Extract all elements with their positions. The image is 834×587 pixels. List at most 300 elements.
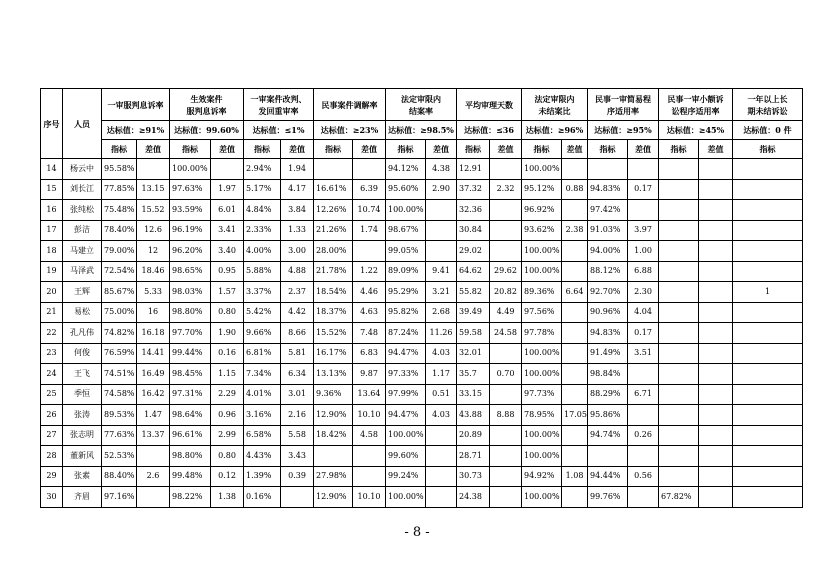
cell-indicator: 4.01% (244, 384, 281, 405)
group-header (659, 89, 733, 121)
cell-diff: 2.32 (490, 179, 522, 200)
cell-diff: 1.33 (281, 220, 314, 241)
cell-diff (699, 425, 733, 446)
cell-diff: 7.48 (353, 323, 386, 344)
cell-indicator: 89.09% (386, 261, 426, 282)
cell-indicator: 74.51% (102, 364, 137, 385)
cell-indicator (659, 405, 699, 426)
row-person: 张素 (63, 466, 102, 487)
row-seq: 25 (41, 384, 63, 405)
cell-indicator: 92.70% (588, 282, 628, 303)
sub-header-diff: 差值 (490, 140, 522, 159)
cell-diff (137, 487, 170, 508)
cell-indicator (733, 241, 803, 262)
cell-indicator: 2.94% (244, 159, 281, 180)
sub-header-indicator: 指标 (733, 140, 803, 159)
row-person: 杨云中 (63, 159, 102, 180)
sub-header-diff: 差值 (211, 140, 244, 159)
cell-indicator: 100.00% (386, 200, 426, 221)
sub-header-indicator: 指标 (314, 140, 353, 159)
cell-indicator: 6.81% (244, 343, 281, 364)
cell-diff (699, 323, 733, 344)
cell-diff: 6.64 (562, 282, 588, 303)
cell-diff: 5.81 (281, 343, 314, 364)
group-title-line: 民事一审简易程 (595, 93, 651, 104)
row-person: 易松 (63, 302, 102, 323)
cell-diff: 0.26 (628, 425, 659, 446)
group-header (102, 89, 170, 121)
standard-value: 达标值：≥96% (522, 121, 588, 140)
sub-header-indicator: 指标 (659, 140, 699, 159)
table-row (41, 364, 803, 385)
table-row (41, 241, 803, 262)
cell-indicator: 97.42% (588, 200, 628, 221)
cell-indicator: 16.17% (314, 343, 353, 364)
row-person: 张涛 (63, 405, 102, 426)
cell-diff: 4.42 (281, 302, 314, 323)
row-person: 孔凡伟 (63, 323, 102, 344)
standard-value: 达标值：≥45% (659, 121, 733, 140)
table-row (41, 179, 803, 200)
cell-indicator: 6.58% (244, 425, 281, 446)
group-title-line: 法定审限内 (534, 93, 575, 104)
cell-diff: 3.00 (281, 241, 314, 262)
cell-indicator: 97.31% (170, 384, 211, 405)
cell-diff (562, 487, 588, 508)
cell-indicator: 4.43% (244, 446, 281, 467)
sub-header-indicator: 指标 (386, 140, 426, 159)
cell-diff: 18.46 (137, 261, 170, 282)
cell-indicator: 94.83% (588, 323, 628, 344)
cell-diff: 0.56 (628, 466, 659, 487)
cell-indicator: 94.00% (588, 241, 628, 262)
group-title-line: 民事一审小额诉 (667, 93, 724, 104)
cell-indicator: 59.58 (457, 323, 490, 344)
cell-diff: 12 (137, 241, 170, 262)
cell-diff: 3.97 (628, 220, 659, 241)
cell-diff (562, 364, 588, 385)
cell-indicator: 100.00% (522, 261, 562, 282)
table-row (41, 446, 803, 467)
cell-indicator (659, 425, 699, 446)
cell-diff: 6.71 (628, 384, 659, 405)
cell-diff: 6.34 (281, 364, 314, 385)
cell-indicator (588, 159, 628, 180)
cell-indicator: 67.82% (659, 487, 699, 508)
cell-indicator (733, 323, 803, 344)
cell-indicator: 91.49% (588, 343, 628, 364)
row-person: 马建立 (63, 241, 102, 262)
cell-diff: 3.41 (211, 220, 244, 241)
cell-indicator: 91.03% (588, 220, 628, 241)
row-person: 马泽武 (63, 261, 102, 282)
standard-value: 达标值：≤36 (457, 121, 522, 140)
cell-diff: 2.37 (281, 282, 314, 303)
group-title-line: 发回重审率 (258, 105, 299, 116)
cell-indicator: 98.67% (386, 220, 426, 241)
cell-diff (562, 200, 588, 221)
cell-diff (699, 405, 733, 426)
cell-diff (699, 302, 733, 323)
cell-indicator: 97.33% (386, 364, 426, 385)
cell-indicator (659, 200, 699, 221)
cell-indicator (659, 220, 699, 241)
cell-indicator: 98.03% (170, 282, 211, 303)
cell-indicator (733, 425, 803, 446)
cell-indicator: 35.7 (457, 364, 490, 385)
cell-indicator: 18.42% (314, 425, 353, 446)
cell-diff: 9.41 (426, 261, 457, 282)
cell-indicator (733, 446, 803, 467)
cell-indicator: 100.00% (522, 241, 562, 262)
cell-diff: 3.84 (281, 200, 314, 221)
cell-indicator: 98.64% (170, 405, 211, 426)
cell-indicator: 98.80% (170, 446, 211, 467)
cell-indicator: 7.34% (244, 364, 281, 385)
cell-indicator: 43.88 (457, 405, 490, 426)
cell-diff: 0.88 (562, 179, 588, 200)
sub-header-diff: 差值 (699, 140, 733, 159)
cell-diff: 3.21 (426, 282, 457, 303)
cell-diff: 5.33 (137, 282, 170, 303)
cell-diff: 17.05 (562, 405, 588, 426)
cell-diff (562, 384, 588, 405)
sub-header-diff: 差值 (628, 140, 659, 159)
cell-indicator: 21.26% (314, 220, 353, 241)
cell-indicator (733, 220, 803, 241)
cell-indicator: 9.36% (314, 384, 353, 405)
cell-diff: 15.52 (137, 200, 170, 221)
cell-indicator (733, 200, 803, 221)
cell-indicator: 100.00% (522, 159, 562, 180)
cell-diff (490, 220, 522, 241)
cell-indicator: 97.70% (170, 323, 211, 344)
cell-indicator: 96.19% (170, 220, 211, 241)
cell-indicator: 94.92% (522, 466, 562, 487)
table-row (41, 405, 803, 426)
cell-diff: 0.39 (281, 466, 314, 487)
cell-diff: 9.87 (353, 364, 386, 385)
cell-diff: 0.51 (426, 384, 457, 405)
cell-indicator (659, 261, 699, 282)
cell-diff: 10.74 (353, 200, 386, 221)
cell-indicator: 12.90% (314, 487, 353, 508)
cell-diff (628, 487, 659, 508)
cell-indicator (733, 364, 803, 385)
cell-diff: 13.15 (137, 179, 170, 200)
row-person: 季恒 (63, 384, 102, 405)
page-number: - 8 - (404, 525, 430, 540)
cell-diff: 1.22 (353, 261, 386, 282)
cell-diff (628, 159, 659, 180)
cell-indicator: 12.90% (314, 405, 353, 426)
row-seq: 23 (41, 343, 63, 364)
cell-indicator: 89.36% (522, 282, 562, 303)
cell-diff: 4.03 (426, 405, 457, 426)
cell-indicator: 95.58% (102, 159, 137, 180)
standard-value: 达标值：≥91% (102, 121, 170, 140)
cell-indicator: 100.00% (522, 364, 562, 385)
cell-diff (699, 343, 733, 364)
row-seq: 29 (41, 466, 63, 487)
cell-indicator: 74.58% (102, 384, 137, 405)
cell-indicator: 77.63% (102, 425, 137, 446)
cell-indicator: 72.54% (102, 261, 137, 282)
group-title-line: 讼程序适用率 (671, 105, 720, 116)
cell-diff: 4.88 (281, 261, 314, 282)
table-row (41, 159, 803, 180)
cell-diff (699, 384, 733, 405)
cell-diff: 16.18 (137, 323, 170, 344)
cell-indicator (733, 487, 803, 508)
cell-indicator (659, 364, 699, 385)
group-title-line: 未结案比 (538, 105, 571, 116)
cell-diff: 3.43 (281, 446, 314, 467)
cell-indicator: 39.49 (457, 302, 490, 323)
cell-diff: 2.90 (426, 179, 457, 200)
cell-indicator (733, 179, 803, 200)
cell-diff (699, 487, 733, 508)
row-seq: 20 (41, 282, 63, 303)
cell-indicator: 95.60% (386, 179, 426, 200)
cell-indicator (659, 446, 699, 467)
cell-diff: 1.15 (211, 364, 244, 385)
cell-indicator: 97.16% (102, 487, 137, 508)
cell-indicator: 4.84% (244, 200, 281, 221)
row-person: 齐眉 (63, 487, 102, 508)
row-person: 张纯松 (63, 200, 102, 221)
cell-diff (562, 446, 588, 467)
row-seq: 30 (41, 487, 63, 508)
cell-indicator: 96.61% (170, 425, 211, 446)
cell-diff: 13.37 (137, 425, 170, 446)
row-seq: 16 (41, 200, 63, 221)
cell-indicator: 98.65% (170, 261, 211, 282)
cell-diff: 4.49 (490, 302, 522, 323)
row-person: 彭洁 (63, 220, 102, 241)
cell-diff: 14.41 (137, 343, 170, 364)
table-header (41, 89, 803, 159)
cell-diff: 0.17 (628, 179, 659, 200)
cell-diff (628, 364, 659, 385)
cell-indicator: 75.48% (102, 200, 137, 221)
table-row (41, 425, 803, 446)
cell-indicator: 78.40% (102, 220, 137, 241)
row-seq: 22 (41, 323, 63, 344)
group-title-line: 期未结诉讼 (747, 105, 788, 116)
row-person: 刘长江 (63, 179, 102, 200)
cell-indicator: 5.17% (244, 179, 281, 200)
cell-diff: 2.68 (426, 302, 457, 323)
cell-indicator: 100.00% (522, 425, 562, 446)
column-header-seq: 序号 (41, 89, 63, 159)
cell-diff (490, 446, 522, 467)
cell-indicator: 64.62 (457, 261, 490, 282)
cell-diff: 3.01 (281, 384, 314, 405)
cell-diff (426, 425, 457, 446)
cell-indicator: 100.00% (522, 343, 562, 364)
cell-diff (426, 200, 457, 221)
cell-diff: 16.42 (137, 384, 170, 405)
cell-diff: 0.70 (490, 364, 522, 385)
cell-indicator (659, 466, 699, 487)
cell-diff (562, 323, 588, 344)
cell-diff (562, 425, 588, 446)
cell-diff: 1.57 (211, 282, 244, 303)
cell-indicator (659, 241, 699, 262)
cell-diff: 12.6 (137, 220, 170, 241)
cell-indicator: 24.38 (457, 487, 490, 508)
cell-indicator (314, 159, 353, 180)
group-title-line: 生效案件 (190, 93, 223, 104)
cell-indicator: 99.60% (386, 446, 426, 467)
cell-indicator (733, 343, 803, 364)
group-title-line: 一审服判息诉率 (107, 99, 164, 110)
cell-diff: 10.10 (353, 405, 386, 426)
cell-indicator: 95.29% (386, 282, 426, 303)
column-header-person: 人员 (63, 89, 102, 159)
cell-indicator: 88.40% (102, 466, 137, 487)
cell-diff: 6.88 (628, 261, 659, 282)
cell-diff (699, 446, 733, 467)
cell-indicator: 95.86% (588, 405, 628, 426)
cell-diff: 4.58 (353, 425, 386, 446)
cell-indicator: 94.12% (386, 159, 426, 180)
cell-diff: 4.04 (628, 302, 659, 323)
cell-indicator (659, 282, 699, 303)
cell-diff (490, 159, 522, 180)
cell-diff: 0.12 (211, 466, 244, 487)
cell-diff: 3.51 (628, 343, 659, 364)
row-seq: 27 (41, 425, 63, 446)
row-person: 何俊 (63, 343, 102, 364)
cell-indicator: 29.02 (457, 241, 490, 262)
cell-indicator (733, 159, 803, 180)
cell-diff: 4.38 (426, 159, 457, 180)
cell-indicator: 87.24% (386, 323, 426, 344)
group-title-line: 民事案件调解率 (321, 99, 378, 110)
cell-diff (137, 159, 170, 180)
cell-diff (699, 282, 733, 303)
group-header (522, 89, 588, 121)
cell-indicator: 33.15 (457, 384, 490, 405)
cell-indicator: 74.82% (102, 323, 137, 344)
group-header (386, 89, 457, 121)
cell-indicator: 27.98% (314, 466, 353, 487)
standard-value: 达标值：≥23% (314, 121, 386, 140)
cell-indicator: 100.00% (522, 446, 562, 467)
cell-indicator: 79.00% (102, 241, 137, 262)
cell-diff (426, 446, 457, 467)
sub-header-diff: 差值 (353, 140, 386, 159)
cell-indicator: 16.61% (314, 179, 353, 200)
group-title-line: 法定审限内 (401, 93, 441, 104)
cell-diff: 16.49 (137, 364, 170, 385)
cell-diff: 6.01 (211, 200, 244, 221)
sub-header-diff: 差值 (281, 140, 314, 159)
cell-indicator: 99.44% (170, 343, 211, 364)
standard-value: 达标值：0 件 (733, 121, 803, 140)
cell-indicator: 99.05% (386, 241, 426, 262)
cell-diff (562, 343, 588, 364)
cell-diff (490, 487, 522, 508)
sub-header-indicator: 指标 (588, 140, 628, 159)
row-person: 王辉 (63, 282, 102, 303)
sub-header-indicator: 指标 (522, 140, 562, 159)
group-title-line: 序适用率 (607, 105, 639, 116)
table-row (41, 302, 803, 323)
cell-diff: 1.17 (426, 364, 457, 385)
cell-indicator: 85.67% (102, 282, 137, 303)
group-header (733, 89, 803, 121)
cell-diff: 24.58 (490, 323, 522, 344)
group-header (244, 89, 314, 121)
cell-diff: 10.10 (353, 487, 386, 508)
group-title-line: 平均审理天数 (465, 99, 513, 110)
row-seq: 19 (41, 261, 63, 282)
cell-indicator: 98.22% (170, 487, 211, 508)
cell-diff (699, 159, 733, 180)
cell-diff (490, 200, 522, 221)
cell-diff (628, 446, 659, 467)
cell-diff: 13.64 (353, 384, 386, 405)
cell-diff: 1.08 (562, 466, 588, 487)
cell-indicator: 1 (733, 282, 803, 303)
cell-diff: 4.46 (353, 282, 386, 303)
cell-diff (490, 425, 522, 446)
cell-diff: 29.62 (490, 261, 522, 282)
cell-diff: 2.6 (137, 466, 170, 487)
cell-diff: 1.90 (211, 323, 244, 344)
cell-diff (353, 466, 386, 487)
row-person: 张志明 (63, 425, 102, 446)
cell-indicator (588, 446, 628, 467)
cell-indicator: 78.95% (522, 405, 562, 426)
cell-diff: 6.39 (353, 179, 386, 200)
cell-indicator: 96.20% (170, 241, 211, 262)
cell-diff (699, 364, 733, 385)
group-title-line: 一年以上长 (747, 93, 788, 104)
cell-indicator: 21.78% (314, 261, 353, 282)
cell-indicator: 95.12% (522, 179, 562, 200)
cell-indicator (659, 302, 699, 323)
cell-indicator: 28.00% (314, 241, 353, 262)
group-title-line: 一审案件改判、 (250, 93, 307, 104)
group-title-line: 服判息诉率 (186, 105, 227, 116)
cell-indicator: 93.62% (522, 220, 562, 241)
cell-diff (490, 384, 522, 405)
cell-indicator: 3.37% (244, 282, 281, 303)
cell-indicator: 97.99% (386, 384, 426, 405)
cell-diff (353, 241, 386, 262)
cell-diff (426, 220, 457, 241)
cell-diff (137, 446, 170, 467)
row-seq: 17 (41, 220, 63, 241)
cell-diff (562, 302, 588, 323)
cell-indicator: 3.16% (244, 405, 281, 426)
standard-value: 达标值：≤1% (244, 121, 314, 140)
cell-indicator: 98.84% (588, 364, 628, 385)
cell-diff: 16 (137, 302, 170, 323)
cell-diff: 1.00 (628, 241, 659, 262)
cell-indicator: 96.92% (522, 200, 562, 221)
cell-indicator (733, 384, 803, 405)
cell-indicator: 94.47% (386, 343, 426, 364)
cell-indicator: 99.48% (170, 466, 211, 487)
row-seq: 21 (41, 302, 63, 323)
cell-indicator (659, 384, 699, 405)
table-row (41, 466, 803, 487)
